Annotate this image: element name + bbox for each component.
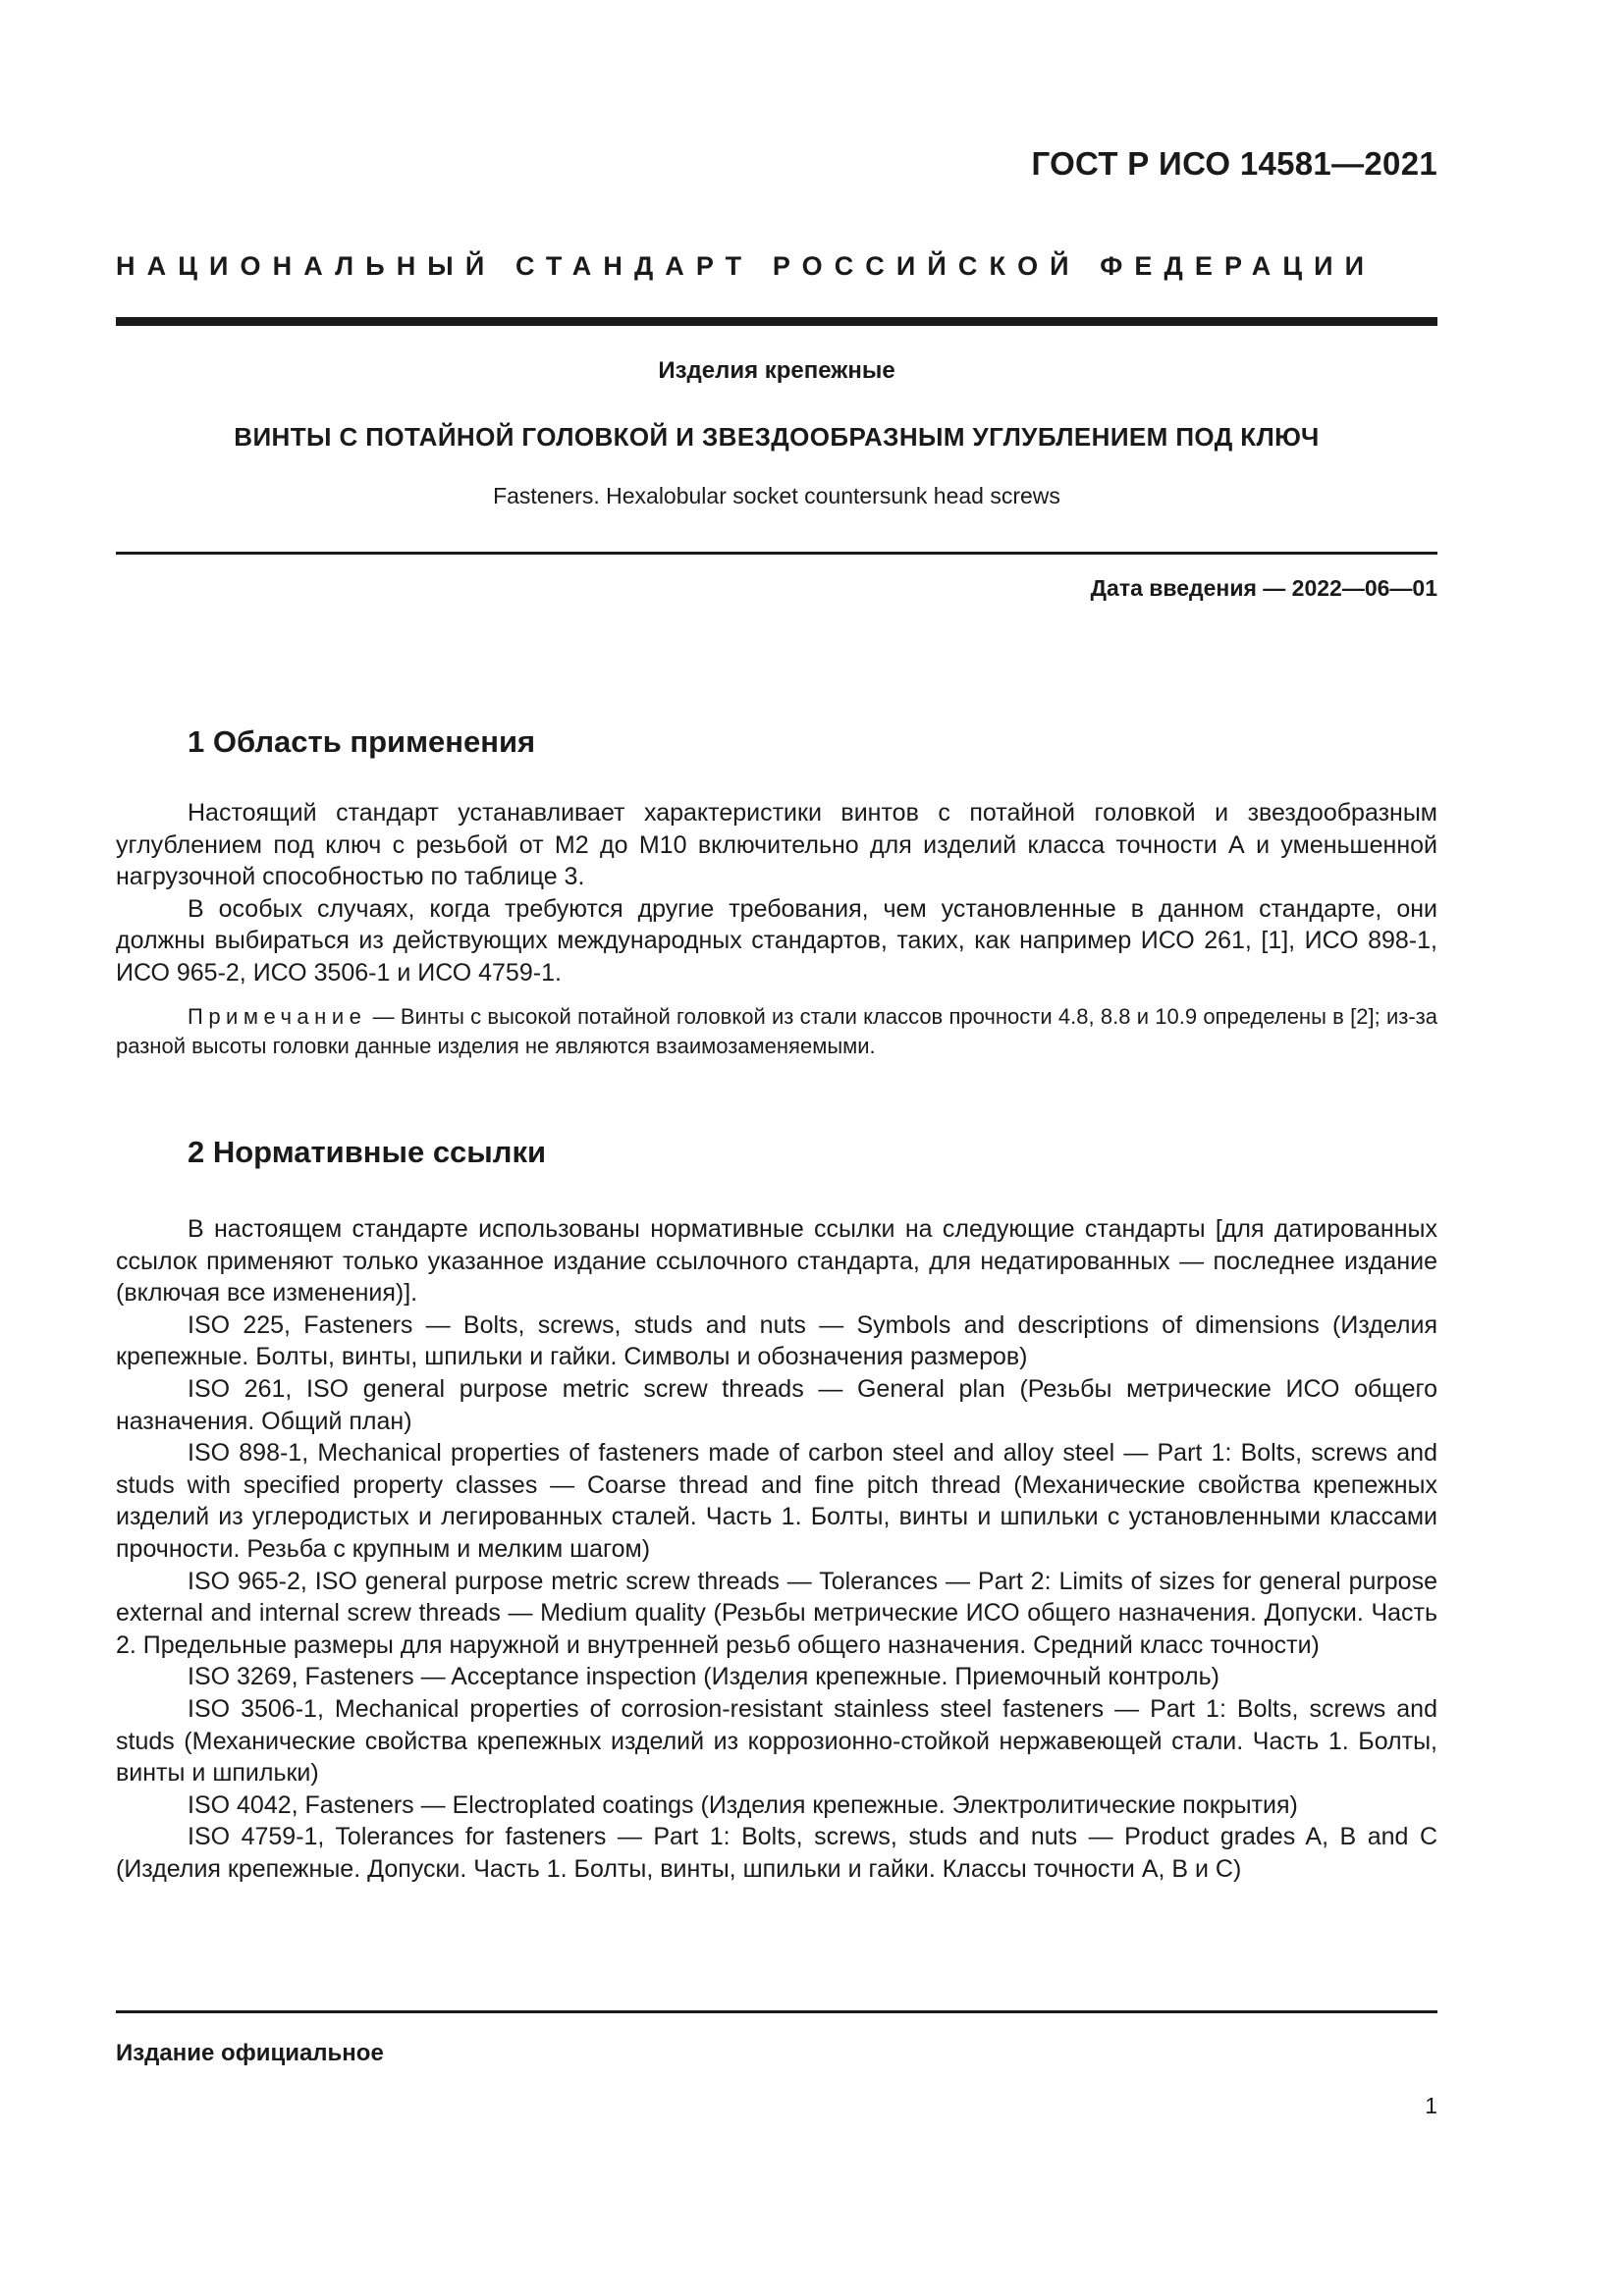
reference-item: ISO 4759-1, Tolerances for fasteners — Part 1: Bolts, screws, studs and nuts — Product grades A, B and C (Изделия крепежные. Допуски. Часть 1. Болты, винты, шпильки и гайки. Классы точности A, B и C) — [116, 1823, 1437, 1883]
header-rule-thick — [116, 317, 1437, 326]
section-heading: 1 Область применения — [188, 724, 536, 759]
document-number: ГОСТ Р ИСО 14581—2021 — [1031, 145, 1437, 182]
note-label: Примечание — [188, 1004, 367, 1029]
reference-item: ISO 4042, Fasteners — Electroplated coatings (Изделия крепежные. Электролитические покрытия) — [188, 1790, 1298, 1819]
section-scope — [116, 722, 1437, 1061]
section-normative-references — [116, 1133, 1437, 1885]
reference-item: ISO 225, Fasteners — Bolts, screws, studs and nuts — Symbols and descriptions of dimensions (Изделия крепежные. Болты, винты, шпильки и гайки. Символы и обозначения размеров) — [116, 1310, 1437, 1371]
subject-heading: Изделия крепежные — [658, 357, 895, 384]
note-text: — Винты с высокой потайной головкой из стали классов прочности 4.8, 8.8 и 10.9 определены в [2]; из-за разной высоты головки данные изделия не являются взаимозаменяемыми. — [116, 1004, 1437, 1058]
title-rule — [116, 552, 1437, 555]
english-title: Fasteners. Hexalobular socket countersunk head screws — [493, 483, 1060, 508]
reference-list — [116, 1309, 1437, 1886]
reference-item: ISO 965-2, ISO general purpose metric screw threads — Tolerances — Part 2: Limits of sizes for general purpose external and internal screw threads — Medium quality (Резьбы метрические ИСО общего назначения. Допуски. Часть 2. Предельные размеры для наружной и внутренней резьб общего назначения. Средний класс точности) — [116, 1567, 1437, 1659]
reference-item: ISO 898-1, Mechanical properties of fasteners made of carbon steel and alloy steel — Part 1: Bolts, screws and studs with specified property classes — Coarse thread and fine pitch thread (Механические свойства крепежных изделий из углеродистых и легированных сталей. Часть 1. Болты, винты и шпильки с установленными классами прочности. Резьба с крупным и мелким шагом) — [116, 1439, 1437, 1563]
reference-item: ISO 3269, Fasteners — Acceptance inspection (Изделия крепежные. Приемочный контроль) — [188, 1663, 1219, 1691]
note — [116, 1002, 1437, 1061]
section-heading: 2 Нормативные ссылки — [188, 1135, 547, 1169]
document-page — [116, 0, 1437, 2296]
introduction-date: Дата введения — 2022—06—01 — [1090, 575, 1437, 601]
page-number: 1 — [1425, 2093, 1437, 2118]
reference-item: ISO 261, ISO general purpose metric screw threads — General plan (Резьбы метрические ИСО общего назначения. Общий план) — [116, 1374, 1437, 1435]
national-standard-title: НАЦИОНАЛЬНЫЙ СТАНДАРТ РОССИЙСКОЙ ФЕДЕРАЦИИ — [116, 251, 1377, 281]
paragraph: Настоящий стандарт устанавливает характеристики винтов с потайной головкой и звездообразным углублением под ключ с резьбой от М2 до М10 включительно для изделий класса точности А и уменьшенной нагрузочной способностью по таблице 3. — [116, 799, 1437, 890]
official-edition-label: Издание официальное — [116, 2040, 384, 2066]
footer-rule — [116, 2010, 1437, 2013]
reference-item: ISO 3506-1, Mechanical properties of corrosion-resistant stainless steel fasteners — Part 1: Bolts, screws and studs (Механические свойства крепежных изделий из коррозионно-стойкой нержавеющей стали. Часть 1. Болты, винты и шпильки) — [116, 1694, 1437, 1788]
paragraph: В особых случаях, когда требуются другие требования, чем установленные в данном стандарте, они должны выбираться из действующих международных стандартов, таких, как например ИСО 261, [1], ИСО 898-1, ИСО 965-2, ИСО 3506-1 и ИСО 4759-1. — [116, 894, 1437, 987]
paragraph: В настоящем стандарте использованы нормативные ссылки на следующие стандарты [для датированных ссылок применяют только указанное издание ссылочного стандарта, для недатированных — последнее издание (включая все изменения)]. — [116, 1215, 1437, 1308]
main-title: ВИНТЫ С ПОТАЙНОЙ ГОЛОВКОЙ И ЗВЕЗДООБРАЗНЫМ УГЛУБЛЕНИЕМ ПОД КЛЮЧ — [234, 422, 1320, 452]
